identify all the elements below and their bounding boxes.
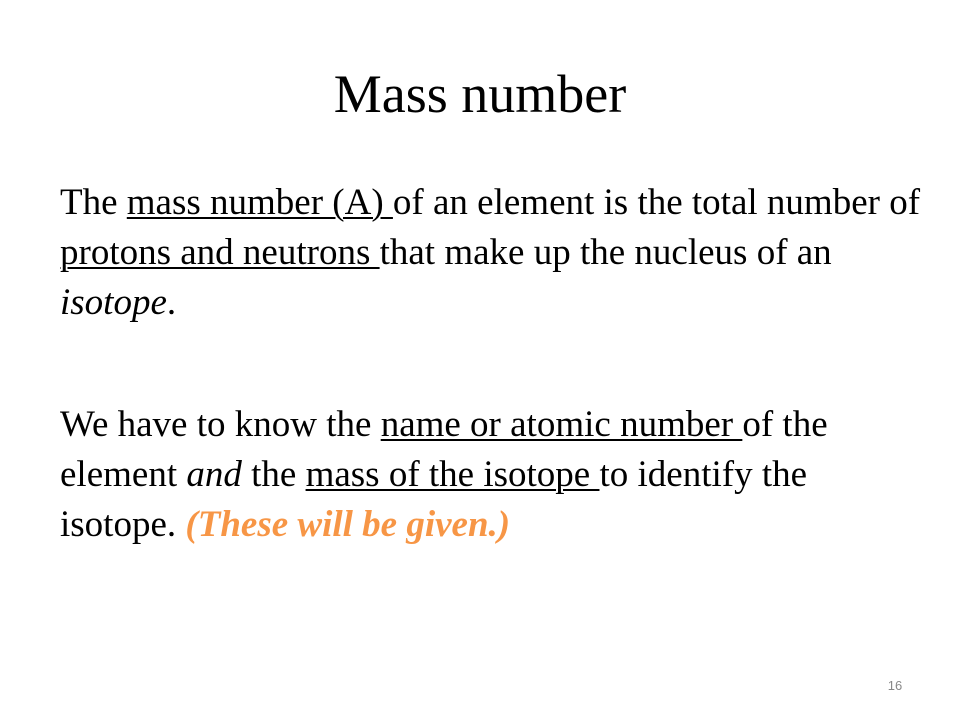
paragraph-definition [60, 178, 920, 328]
text-segment: of the element [60, 404, 828, 495]
text-segment: . [166, 282, 177, 323]
text-segment: to identify the isotope. [60, 454, 808, 545]
slide-title: Mass number [333, 64, 627, 124]
text-segment: that make up the nucleus of an [379, 232, 832, 273]
paragraph-requirements [60, 400, 920, 550]
underlined-term-name-atomic-number: name or atomic number [380, 404, 743, 445]
italic-term-isotope: isotope [60, 282, 167, 323]
italic-word-and: and [186, 454, 242, 495]
underlined-term-mass-of-isotope: mass of the isotope [305, 454, 600, 495]
text-segment: the [241, 454, 306, 495]
text-segment: The [60, 182, 127, 223]
text-segment: We have to know the [60, 404, 381, 445]
text-segment: of an element is the total number of [392, 182, 921, 223]
page-number: 16 [887, 678, 903, 693]
underlined-term-mass-number: mass number (A) [126, 182, 393, 223]
highlight-note: (These will be given.) [185, 504, 511, 545]
underlined-term-protons-neutrons: protons and neutrons [60, 232, 380, 273]
